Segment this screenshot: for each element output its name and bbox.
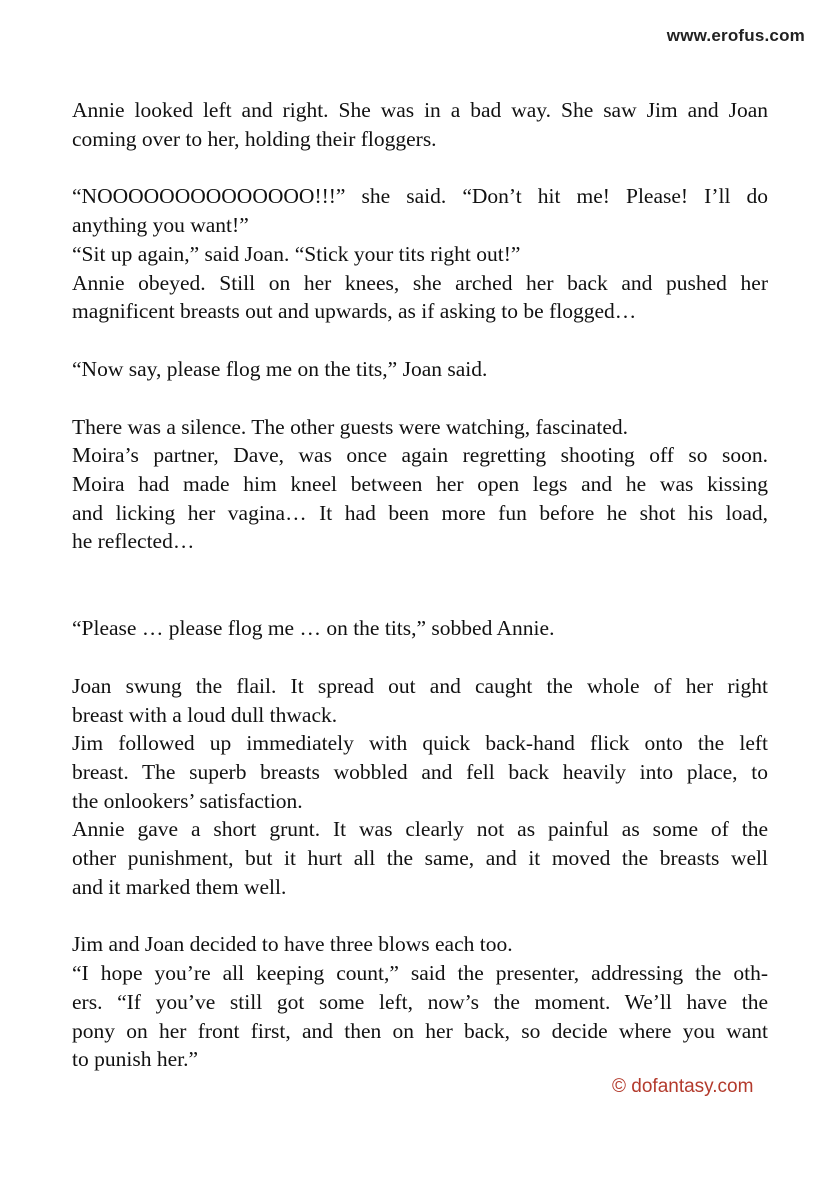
paragraph: [72, 355, 768, 384]
text-line: anything you want!”: [72, 213, 249, 238]
paragraph: [72, 614, 768, 643]
text-line: “Now say, please flog me on the tits,” Joan said.: [72, 356, 488, 381]
text-line: to punish her.”: [72, 1047, 198, 1072]
text-line: the onlookers’ satisfaction.: [72, 788, 303, 813]
paragraph: [72, 413, 768, 557]
site-watermark: www.erofus.com: [666, 26, 805, 45]
text-line: and it marked them well.: [72, 874, 287, 899]
paragraph: [72, 672, 768, 902]
text-line: he reflected…: [72, 529, 195, 554]
text-line: other punishment, but it hurt all the same, and it moved the breasts well: [72, 846, 768, 871]
text-line: “NOOOOOOOOOOOOOO!!!” she said. “Don’t hit me! Please! I’ll do: [72, 184, 768, 209]
text-line: coming over to her, holding their floggers.: [72, 126, 437, 151]
paragraph: [72, 930, 768, 1074]
text-line: Jim followed up immediately with quick back-hand flick onto the left: [72, 731, 768, 756]
text-line: “Please … please flog me … on the tits,” sobbed Annie.: [72, 616, 555, 641]
text-line: There was a silence. The other guests were watching, fascinated.: [72, 414, 628, 439]
text-line: Moira’s partner, Dave, was once again regretting shooting off so soon.: [72, 443, 768, 468]
text-line: Moira had made him kneel between her open legs and he was kissing: [72, 472, 768, 497]
text-line: “I hope you’re all keeping count,” said the presenter, addressing the oth-: [72, 961, 768, 986]
copyright-footer: © dofantasy.com: [612, 1076, 754, 1097]
story-text: [72, 96, 768, 1103]
text-line: Annie looked left and right. She was in a bad way. She saw Jim and Joan: [72, 98, 768, 122]
text-line: magnificent breasts out and upwards, as if asking to be flogged…: [72, 299, 637, 324]
text-line: and licking her vagina… It had been more fun before he shot his load,: [72, 500, 768, 525]
text-line: ers. “If you’ve still got some left, now’s the moment. We’ll have the: [72, 989, 768, 1014]
text-line: Annie obeyed. Still on her knees, she arched her back and pushed her: [72, 270, 768, 295]
text-line: pony on her front first, and then on her back, so decide where you want: [72, 1018, 768, 1043]
text-line: breast. The superb breasts wobbled and fell back heavily into place, to: [72, 759, 768, 784]
text-line: “Sit up again,” said Joan. “Stick your tits right out!”: [72, 241, 521, 266]
text-line: Annie gave a short grunt. It was clearly not as painful as some of the: [72, 817, 768, 842]
text-line: Jim and Joan decided to have three blows each too.: [72, 932, 513, 957]
paragraph: [72, 96, 768, 153]
paragraph: [72, 182, 768, 326]
text-line: Joan swung the flail. It spread out and caught the whole of her right: [72, 673, 768, 698]
text-line: breast with a loud dull thwack.: [72, 702, 338, 727]
